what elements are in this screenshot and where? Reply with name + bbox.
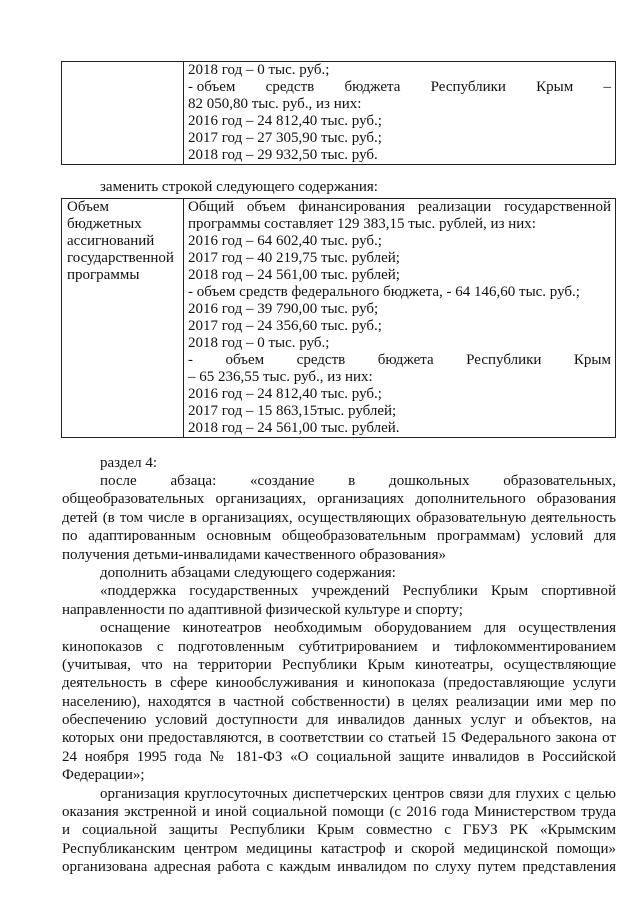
- paragraph-line: Республиканским центром медицины катастроф и скорой медицинской помощи»: [62, 840, 616, 857]
- paragraph-line: детей (в том числе в организациях, осуществляющих образовательную деятельность: [62, 509, 616, 526]
- justified-line: - объем средств бюджета Республики Крым –: [188, 79, 611, 95]
- text-line: 2017 год – 24 356,60 тыс. руб.;: [188, 318, 382, 334]
- text-line: 2017 год – 40 219,75 тыс. рублей;: [188, 250, 400, 266]
- paragraph-line: оснащение кинотеатров необходимым оборудованием для осуществления: [100, 620, 616, 637]
- paragraph-line: населению), находятся в частной собственности) в целях реализации ими мер по: [62, 693, 616, 710]
- paragraph-line: Федерации»;: [62, 767, 145, 784]
- paragraph-line: которых они предоставляются, в соответствии со статьей 15 Федерального закона от: [62, 730, 616, 747]
- paragraph-line: дополнить абзацами следующего содержания:: [100, 564, 396, 581]
- table-cell-label-empty: [62, 62, 184, 165]
- text-line: – 65 236,55 тыс. руб., из них:: [188, 369, 373, 385]
- paragraph-line: обеспечению условий доступности для инвалидов данных услуг и объектов, на: [62, 712, 616, 729]
- paragraph-line: направленности по адаптивной физической культуре и спорту;: [62, 601, 463, 618]
- paragraph-line: 24 ноября 1995 года № 181-ФЗ «О социальной защите инвалидов в Российской: [62, 748, 616, 765]
- text-line: 2018 год – 24 561,00 тыс. рублей;: [188, 267, 400, 283]
- table-cell-values: [184, 199, 616, 438]
- section-heading: раздел 4:: [100, 455, 158, 471]
- text-line: 2017 год – 27 305,90 тыс. руб.;: [188, 130, 382, 146]
- text-line: 2016 год – 24 812,40 тыс. руб.;: [188, 113, 382, 129]
- table-cell-header: Объем бюджетных ассигнований государственной программы: [62, 199, 184, 438]
- text-line: 2018 год – 0 тыс. руб.;: [188, 335, 330, 351]
- text-line: 82 050,80 тыс. руб., из них:: [188, 96, 362, 112]
- funding-table-new: [61, 198, 616, 438]
- paragraph-line: «поддержка государственных учреждений Республики Крым спортивной: [100, 583, 616, 600]
- text-line: 2018 год – 0 тыс. руб.;: [188, 62, 330, 78]
- paragraph-line: общеобразовательных организациях, организациях дополнительного образования: [62, 491, 616, 508]
- paragraph-line: получения детьми-инвалидами качественного образования»: [62, 546, 446, 563]
- justified-line: - объем средств бюджета Республики Крым: [188, 352, 611, 368]
- funding-table-old: [61, 61, 616, 165]
- text-line: 2016 год – 64 602,40 тыс. руб.;: [188, 233, 382, 249]
- justified-line: Общий объем финансирования реализации государственной: [188, 199, 611, 215]
- replace-heading: заменить строкой следующего содержания:: [100, 179, 378, 195]
- paragraph-line: и социальной защиты Республики Крым совместно с ГБУЗ РК «Крымским: [62, 822, 616, 839]
- text-line: - объем средств федерального бюджета, - 64 146,60 тыс. руб.;: [188, 284, 580, 300]
- text-line: 2017 год – 15 863,15тыс. рублей;: [188, 403, 397, 419]
- paragraph-line: организация круглосуточных диспетчерских центров связи для глухих с целью: [100, 785, 616, 802]
- paragraph-line: после абзаца: «создание в дошкольных образовательных,: [100, 473, 616, 489]
- paragraph-line: (учитывая, что на территории Республики Крым кинотеатры, осуществляющие: [62, 656, 616, 673]
- text-line: 2018 год – 29 932,50 тыс. руб.: [188, 147, 378, 163]
- text-line: 2018 год – 24 561,00 тыс. рублей.: [188, 420, 400, 436]
- paragraph-line: организована адресная работа с каждым инвалидом по слуху путем представления: [62, 859, 616, 876]
- body-text: [62, 472, 616, 877]
- table-cell-values: [184, 62, 616, 165]
- text-line: программы составляет 129 383,15 тыс. рублей, из них:: [188, 216, 536, 232]
- paragraph-line: кинопоказов с подготовленным субтитрированием и тифлокомментированием: [62, 638, 616, 655]
- text-line: 2016 год – 39 790,00 тыс. руб;: [188, 301, 379, 317]
- paragraph-line: по адаптированным основным общеобразовательным программам) условий для: [62, 528, 616, 545]
- paragraph-line: деятельность в сфере кинообслуживания и кинопоказа (предоставляющие услуги: [62, 675, 616, 692]
- text-line: 2016 год – 24 812,40 тыс. руб.;: [188, 386, 382, 402]
- paragraph-line: оказания экстренной и иной социальной помощи (с 2016 года Министерством труда: [62, 804, 616, 821]
